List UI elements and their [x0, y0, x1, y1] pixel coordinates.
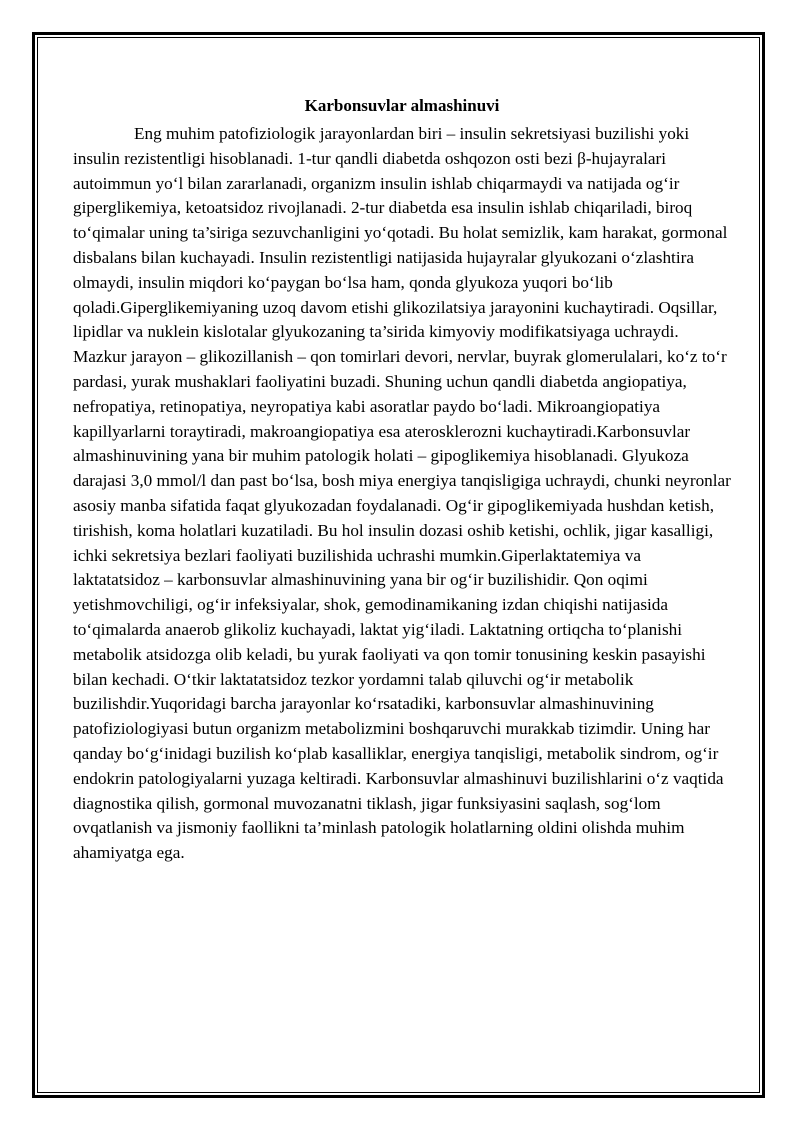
document-title: Karbonsuvlar almashinuvi [304, 96, 500, 115]
document-content [73, 96, 731, 866]
document-paragraph: Eng muhim patofiziologik jarayonlardan biri – insulin sekretsiyasi buzilishi yoki insulin rezistentligi hisoblanadi. 1-tur qandli diabetda oshqozon osti bezi β-hujayralari autoimmun yo‘l bilan zararlanadi, organizm insulin ishlab chiqarmaydi va natijada og‘ir giperglikemiya, ketoatsidoz rivojlanadi. 2-tur diabetda esa insulin ishlab chiqariladi, biroq to‘qimalar uning ta’siriga sezuvchanligini yo‘qotadi. Bu holat semizlik, kam harakat, gormonal disbalans bilan kuchayadi. Insulin rezistentligi natijasida hujayralar glyukozani o‘zlashtira olmaydi, insulin miqdori ko‘paygan bo‘lsa ham, qonda glyukoza yuqori bo‘lib qoladi.Giperglikemiyaning uzoq davom etishi glikozilatsiya jarayonini kuchaytiradi. Oqsillar, lipidlar va nuklein kislotalar glyukozaning ta’sirida kimyoviy modifikatsiyaga uchraydi. Mazkur jarayon – glikozillanish – qon tomirlari devori, nervlar, buyrak glomerulalari, ko‘z to‘r pardasi, yurak mushaklari faoliyatini buzadi. Shuning uchun qandli diabetda angiopatiya, nefropatiya, retinopatiya, neyropatiya kabi asoratlar paydo bo‘ladi. Mikroangiopatiya kapillyarlarni toraytiradi, makroangiopatiya esa aterosklerozni kuchaytiradi.Karbonsuvlar almashinuvining yana bir muhim patologik holati – gipoglikemiya hisoblanadi. Glyukoza darajasi 3,0 mmol/l dan past bo‘lsa, bosh miya energiya tanqisligiga uchraydi, chunki neyronlar asosiy manba sifatida faqat glyukozadan foydalanadi. Og‘ir gipoglikemiyada hushdan ketish, tirishish, koma holatlari kuzatiladi. Bu hol insulin dozasi oshib ketishi, ochlik, jigar kasalligi, ichki sekretsiya bezlari faoliyati buzilishida uchrashi mumkin.Giperlaktatemiya va laktatatsidoz – karbonsuvlar almashinuvining yana bir og‘ir buzilishidir. Qon oqimi yetishmovchiligi, og‘ir infeksiyalar, shok, gemodinamikaning izdan chiqishi natijasida to‘qimalarda anaerob glikoliz kuchayadi, laktat yig‘iladi. Laktatning ortiqcha to‘planishi metabolik atsidozga olib keladi, bu yurak faoliyati va qon tomir tonusining keskin pasayishi bilan kechadi. O‘tkir laktatatsidoz tezkor yordamni talab qiluvchi og‘ir metabolik buzilishdir.Yuqoridagi barcha jarayonlar ko‘rsatadiki, karbonsuvlar almashinuvining patofiziologiyasi butun organizm metabolizmini boshqaruvchi murakkab tizimdir. Uning har qanday bo‘g‘inidagi buzilish ko‘plab kasalliklar, energiya tanqisligi, metabolik sindrom, og‘ir endokrin patologiyalarni yuzaga keltiradi. Karbonsuvlar almashinuvi buzilishlarini o‘z vaqtida diagnostika qilish, gormonal muvozanatni tiklash, jigar funksiyasini saqlash, sog‘lom ovqatlanish va jismoniy faollikni ta’minlash patologik holatlarning oldini olishda muhim ahamiyatga ega. [73, 124, 731, 863]
